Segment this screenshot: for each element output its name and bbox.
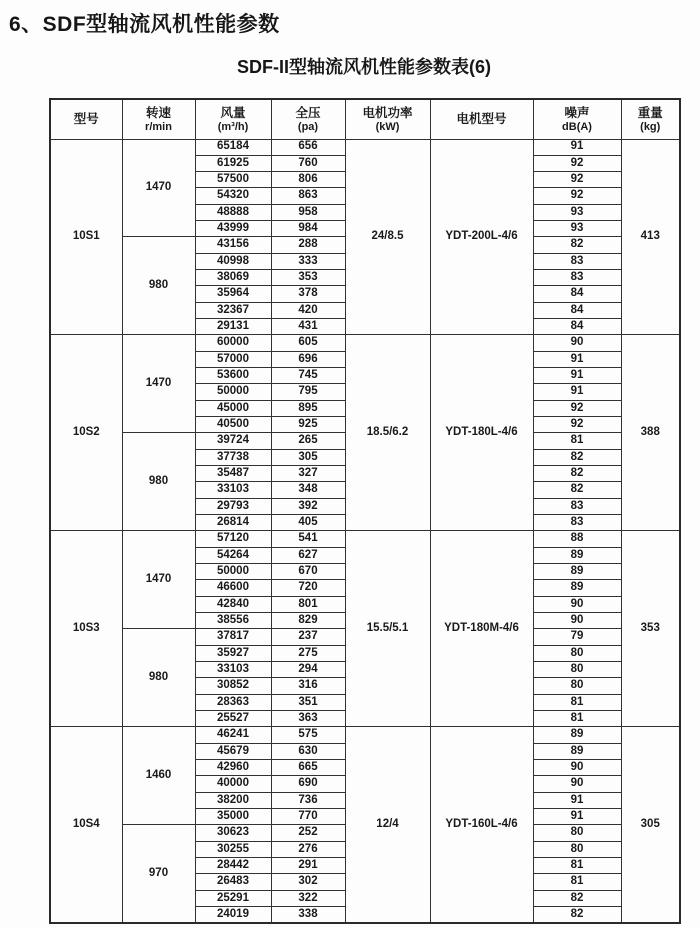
model-cell: 10S4 xyxy=(50,727,122,923)
motor-model-cell: YDT-180M-4/6 xyxy=(430,531,533,727)
pressure-cell: 690 xyxy=(271,776,345,792)
noise-cell: 92 xyxy=(533,155,621,171)
noise-cell: 80 xyxy=(533,645,621,661)
noise-cell: 79 xyxy=(533,629,621,645)
pressure-cell: 958 xyxy=(271,204,345,220)
noise-cell: 92 xyxy=(533,417,621,433)
pressure-cell: 237 xyxy=(271,629,345,645)
pressure-cell: 575 xyxy=(271,727,345,743)
pressure-cell: 696 xyxy=(271,351,345,367)
noise-cell: 82 xyxy=(533,482,621,498)
noise-cell: 90 xyxy=(533,335,621,351)
air-volume-cell: 37817 xyxy=(195,629,271,645)
noise-cell: 83 xyxy=(533,270,621,286)
model-cell: 10S3 xyxy=(50,531,122,727)
motor-model-cell: YDT-200L-4/6 xyxy=(430,139,533,335)
speed-cell: 1460 xyxy=(122,727,195,825)
air-volume-cell: 60000 xyxy=(195,335,271,351)
noise-cell: 90 xyxy=(533,759,621,775)
air-volume-cell: 35964 xyxy=(195,286,271,302)
header-pressure-label: 全压 xyxy=(295,106,321,121)
pressure-cell: 829 xyxy=(271,613,345,629)
air-volume-cell: 57120 xyxy=(195,531,271,547)
noise-cell: 83 xyxy=(533,515,621,531)
noise-cell: 80 xyxy=(533,678,621,694)
pressure-cell: 322 xyxy=(271,890,345,906)
noise-cell: 89 xyxy=(533,727,621,743)
air-volume-cell: 35487 xyxy=(195,466,271,482)
speed-cell: 980 xyxy=(122,237,195,335)
header-speed-label: 转速 xyxy=(145,106,171,121)
air-volume-cell: 50000 xyxy=(195,384,271,400)
noise-cell: 89 xyxy=(533,547,621,563)
header-pressure-unit: (pa) xyxy=(297,121,319,134)
header-motor-power-unit: (kW) xyxy=(375,121,400,134)
pressure-cell: 760 xyxy=(271,155,345,171)
pressure-cell: 348 xyxy=(271,482,345,498)
pressure-cell: 863 xyxy=(271,188,345,204)
air-volume-cell: 37738 xyxy=(195,449,271,465)
air-volume-cell: 40500 xyxy=(195,417,271,433)
pressure-cell: 302 xyxy=(271,874,345,890)
speed-cell: 1470 xyxy=(122,139,195,237)
air-volume-cell: 53600 xyxy=(195,368,271,384)
pressure-cell: 795 xyxy=(271,384,345,400)
table-body xyxy=(50,139,680,923)
noise-cell: 80 xyxy=(533,825,621,841)
pressure-cell: 316 xyxy=(271,678,345,694)
air-volume-cell: 26483 xyxy=(195,874,271,890)
air-volume-cell: 50000 xyxy=(195,564,271,580)
header-motor-power xyxy=(345,99,430,139)
noise-cell: 81 xyxy=(533,874,621,890)
noise-cell: 90 xyxy=(533,596,621,612)
weight-cell: 305 xyxy=(621,727,680,923)
noise-cell: 91 xyxy=(533,351,621,367)
air-volume-cell: 45679 xyxy=(195,743,271,759)
speed-cell: 970 xyxy=(122,825,195,923)
pressure-cell: 405 xyxy=(271,515,345,531)
air-volume-cell: 38069 xyxy=(195,270,271,286)
noise-cell: 83 xyxy=(533,498,621,514)
table-header xyxy=(50,99,680,139)
header-speed xyxy=(122,99,195,139)
noise-cell: 91 xyxy=(533,139,621,155)
model-cell: 10S1 xyxy=(50,139,122,335)
pressure-cell: 984 xyxy=(271,221,345,237)
noise-cell: 83 xyxy=(533,253,621,269)
pressure-cell: 431 xyxy=(271,319,345,335)
air-volume-cell: 26814 xyxy=(195,515,271,531)
pressure-cell: 378 xyxy=(271,286,345,302)
noise-cell: 80 xyxy=(533,841,621,857)
noise-cell: 93 xyxy=(533,221,621,237)
pressure-cell: 736 xyxy=(271,792,345,808)
motor-power-cell: 24/8.5 xyxy=(345,139,430,335)
air-volume-cell: 48888 xyxy=(195,204,271,220)
noise-cell: 89 xyxy=(533,580,621,596)
header-noise-label: 噪声 xyxy=(564,106,590,121)
header-air-volume-label: 风量 xyxy=(220,106,246,121)
header-air-volume-unit: (m³/h) xyxy=(217,121,249,134)
air-volume-cell: 38556 xyxy=(195,613,271,629)
pressure-cell: 363 xyxy=(271,710,345,726)
noise-cell: 92 xyxy=(533,172,621,188)
motor-power-cell: 18.5/6.2 xyxy=(345,335,430,531)
motor-model-cell: YDT-160L-4/6 xyxy=(430,727,533,923)
air-volume-cell: 54264 xyxy=(195,547,271,563)
pressure-cell: 630 xyxy=(271,743,345,759)
noise-cell: 80 xyxy=(533,662,621,678)
noise-cell: 92 xyxy=(533,400,621,416)
air-volume-cell: 46241 xyxy=(195,727,271,743)
motor-power-cell: 12/4 xyxy=(345,727,430,923)
air-volume-cell: 43999 xyxy=(195,221,271,237)
pressure-cell: 353 xyxy=(271,270,345,286)
pressure-cell: 288 xyxy=(271,237,345,253)
noise-cell: 81 xyxy=(533,694,621,710)
pressure-cell: 420 xyxy=(271,302,345,318)
pressure-cell: 745 xyxy=(271,368,345,384)
pressure-cell: 294 xyxy=(271,662,345,678)
header-pressure xyxy=(271,99,345,139)
air-volume-cell: 30623 xyxy=(195,825,271,841)
table-row xyxy=(50,139,680,155)
header-air-volume xyxy=(195,99,271,139)
pressure-cell: 720 xyxy=(271,580,345,596)
header-speed-unit: r/min xyxy=(145,121,172,134)
pressure-cell: 252 xyxy=(271,825,345,841)
air-volume-cell: 33103 xyxy=(195,482,271,498)
speed-cell: 1470 xyxy=(122,531,195,629)
noise-cell: 81 xyxy=(533,433,621,449)
noise-cell: 89 xyxy=(533,564,621,580)
air-volume-cell: 46600 xyxy=(195,580,271,596)
air-volume-cell: 45000 xyxy=(195,400,271,416)
pressure-cell: 605 xyxy=(271,335,345,351)
air-volume-cell: 57500 xyxy=(195,172,271,188)
air-volume-cell: 40000 xyxy=(195,776,271,792)
pressure-cell: 925 xyxy=(271,417,345,433)
noise-cell: 84 xyxy=(533,319,621,335)
pressure-cell: 275 xyxy=(271,645,345,661)
pressure-cell: 265 xyxy=(271,433,345,449)
noise-cell: 81 xyxy=(533,857,621,873)
noise-cell: 84 xyxy=(533,286,621,302)
noise-cell: 92 xyxy=(533,188,621,204)
pressure-cell: 670 xyxy=(271,564,345,580)
pressure-cell: 801 xyxy=(271,596,345,612)
air-volume-cell: 29131 xyxy=(195,319,271,335)
pressure-cell: 333 xyxy=(271,253,345,269)
air-volume-cell: 35927 xyxy=(195,645,271,661)
pressure-cell: 770 xyxy=(271,808,345,824)
pressure-cell: 656 xyxy=(271,139,345,155)
air-volume-cell: 28442 xyxy=(195,857,271,873)
header-noise xyxy=(533,99,621,139)
page-heading: 6、SDF型轴流风机性能参数 xyxy=(9,13,280,36)
air-volume-cell: 43156 xyxy=(195,237,271,253)
header-row xyxy=(50,99,680,139)
pressure-cell: 541 xyxy=(271,531,345,547)
pressure-cell: 392 xyxy=(271,498,345,514)
pressure-cell: 895 xyxy=(271,400,345,416)
pressure-cell: 627 xyxy=(271,547,345,563)
motor-power-cell: 15.5/5.1 xyxy=(345,531,430,727)
header-weight-label: 重量 xyxy=(637,106,663,121)
air-volume-cell: 38200 xyxy=(195,792,271,808)
header-noise-unit: dB(A) xyxy=(562,121,592,134)
air-volume-cell: 25527 xyxy=(195,710,271,726)
header-model-label: 型号 xyxy=(73,112,99,127)
header-motor-model-label: 电机型号 xyxy=(456,112,507,127)
air-volume-cell: 33103 xyxy=(195,662,271,678)
noise-cell: 82 xyxy=(533,237,621,253)
header-motor-model xyxy=(430,99,533,139)
pressure-cell: 665 xyxy=(271,759,345,775)
pressure-cell: 806 xyxy=(271,172,345,188)
noise-cell: 82 xyxy=(533,449,621,465)
table-row xyxy=(50,335,680,351)
noise-cell: 91 xyxy=(533,368,621,384)
air-volume-cell: 24019 xyxy=(195,906,271,922)
air-volume-cell: 35000 xyxy=(195,808,271,824)
table-row xyxy=(50,727,680,743)
noise-cell: 91 xyxy=(533,808,621,824)
table-row xyxy=(50,531,680,547)
noise-cell: 91 xyxy=(533,792,621,808)
weight-cell: 353 xyxy=(621,531,680,727)
air-volume-cell: 39724 xyxy=(195,433,271,449)
performance-table xyxy=(49,98,681,924)
air-volume-cell: 30852 xyxy=(195,678,271,694)
air-volume-cell: 42960 xyxy=(195,759,271,775)
pressure-cell: 276 xyxy=(271,841,345,857)
noise-cell: 93 xyxy=(533,204,621,220)
motor-model-cell: YDT-180L-4/6 xyxy=(430,335,533,531)
speed-cell: 1470 xyxy=(122,335,195,433)
pressure-cell: 351 xyxy=(271,694,345,710)
air-volume-cell: 65184 xyxy=(195,139,271,155)
air-volume-cell: 57000 xyxy=(195,351,271,367)
noise-cell: 82 xyxy=(533,906,621,922)
header-motor-power-label: 电机功率 xyxy=(362,106,413,121)
table-title: SDF-II型轴流风机性能参数表(6) xyxy=(237,57,491,77)
air-volume-cell: 54320 xyxy=(195,188,271,204)
pressure-cell: 327 xyxy=(271,466,345,482)
air-volume-cell: 32367 xyxy=(195,302,271,318)
noise-cell: 91 xyxy=(533,384,621,400)
weight-cell: 413 xyxy=(621,139,680,335)
header-weight xyxy=(621,99,680,139)
air-volume-cell: 28363 xyxy=(195,694,271,710)
noise-cell: 81 xyxy=(533,710,621,726)
air-volume-cell: 30255 xyxy=(195,841,271,857)
noise-cell: 90 xyxy=(533,776,621,792)
air-volume-cell: 25291 xyxy=(195,890,271,906)
header-weight-unit: (kg) xyxy=(640,121,661,134)
pressure-cell: 291 xyxy=(271,857,345,873)
noise-cell: 89 xyxy=(533,743,621,759)
header-model xyxy=(50,99,122,139)
air-volume-cell: 40998 xyxy=(195,253,271,269)
model-cell: 10S2 xyxy=(50,335,122,531)
air-volume-cell: 61925 xyxy=(195,155,271,171)
noise-cell: 82 xyxy=(533,466,621,482)
weight-cell: 388 xyxy=(621,335,680,531)
noise-cell: 88 xyxy=(533,531,621,547)
noise-cell: 84 xyxy=(533,302,621,318)
speed-cell: 980 xyxy=(122,433,195,531)
pressure-cell: 338 xyxy=(271,906,345,922)
air-volume-cell: 29793 xyxy=(195,498,271,514)
pressure-cell: 305 xyxy=(271,449,345,465)
noise-cell: 90 xyxy=(533,613,621,629)
noise-cell: 82 xyxy=(533,890,621,906)
air-volume-cell: 42840 xyxy=(195,596,271,612)
speed-cell: 980 xyxy=(122,629,195,727)
